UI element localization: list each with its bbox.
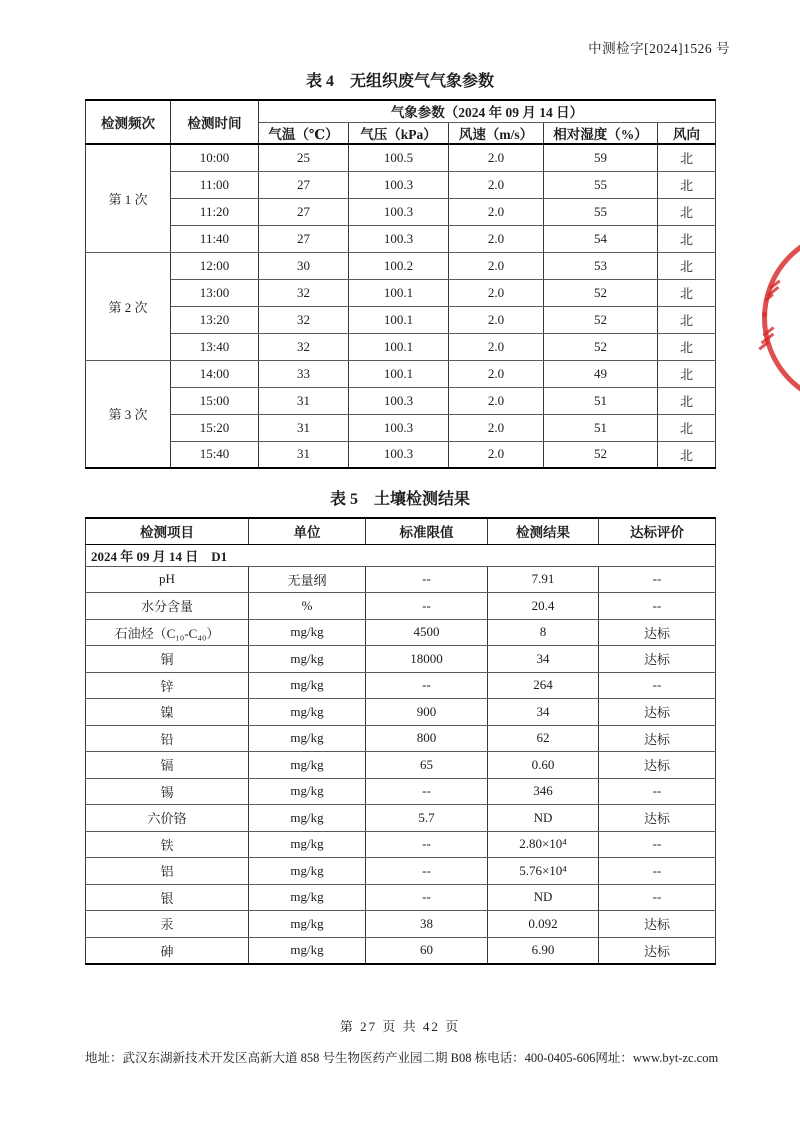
- table4-row: [86, 333, 716, 360]
- table4-cell: 100.3: [349, 171, 449, 198]
- table4-cell: 100.1: [349, 333, 449, 360]
- table4-cell: 北: [658, 414, 716, 441]
- table5-cell: mg/kg: [249, 937, 366, 964]
- table5-row: [86, 566, 716, 593]
- table4-cell: 53: [544, 252, 658, 279]
- table5-row: [86, 937, 716, 964]
- table5-cell: 8: [488, 619, 599, 646]
- table5-cell: 水分含量: [86, 593, 249, 620]
- table4-row: [86, 144, 716, 171]
- table4-cell: 2.0: [449, 225, 544, 252]
- table4-cell: 51: [544, 414, 658, 441]
- table5-cell: mg/kg: [249, 646, 366, 673]
- table5-cell: 5.7: [366, 805, 488, 832]
- table4-cell: 北: [658, 306, 716, 333]
- table5-cell: --: [366, 778, 488, 805]
- table5-cell: 达标: [599, 619, 716, 646]
- table5-cell: mg/kg: [249, 884, 366, 911]
- table5-cell: 6.90: [488, 937, 599, 964]
- table5-cell: 达标: [599, 805, 716, 832]
- table4-cell: 14:00: [171, 360, 259, 387]
- table5-cell: 铁: [86, 831, 249, 858]
- table5-cell: 无量纲: [249, 566, 366, 593]
- table4-cell: 100.2: [349, 252, 449, 279]
- table5-row: [86, 884, 716, 911]
- table4-cell: 100.1: [349, 306, 449, 333]
- table4-row: [86, 279, 716, 306]
- table5-cell: --: [599, 778, 716, 805]
- table5-row: [86, 619, 716, 646]
- table4-cell: 52: [544, 306, 658, 333]
- table4-cell: 北: [658, 279, 716, 306]
- table4-cell: 北: [658, 225, 716, 252]
- table4-cell: 100.1: [349, 360, 449, 387]
- table5-cell: --: [366, 672, 488, 699]
- table5-cell: 达标: [599, 752, 716, 779]
- table5-cell: mg/kg: [249, 778, 366, 805]
- table5-cell: 达标: [599, 646, 716, 673]
- table5-row: [86, 725, 716, 752]
- footer-website: 网址：www.byt-zc.com: [595, 1051, 719, 1065]
- table5-cell: ND: [488, 884, 599, 911]
- table5-cell: 锌: [86, 672, 249, 699]
- table5-cell: 达标: [599, 725, 716, 752]
- table4-cell: 32: [259, 333, 349, 360]
- table5-row: [86, 778, 716, 805]
- table5-cell: 达标: [599, 937, 716, 964]
- table4-cell: 2.0: [449, 360, 544, 387]
- table4-cell: 100.3: [349, 441, 449, 468]
- table4-cell: 31: [259, 441, 349, 468]
- table5-cell: 34: [488, 646, 599, 673]
- table4-cell: 100.3: [349, 225, 449, 252]
- table4-cell: 100.3: [349, 414, 449, 441]
- footer-address: 地址：武汉东湖新技术开发区高新大道 858 号生物医药产业园二期 B08 栋: [85, 1051, 488, 1065]
- table4-cell: 30: [259, 252, 349, 279]
- table4-cell: 11:40: [171, 225, 259, 252]
- table4-group-label: 第 2 次: [86, 252, 171, 360]
- table5-cell: 铜: [86, 646, 249, 673]
- table4-cell: 2.0: [449, 441, 544, 468]
- table5-cell: --: [599, 884, 716, 911]
- table5-header-result: 检测结果: [488, 518, 599, 544]
- table4-row: [86, 387, 716, 414]
- table4-cell: 北: [658, 333, 716, 360]
- table5-cell: --: [366, 831, 488, 858]
- table5-row: [86, 699, 716, 726]
- table4-cell: 2.0: [449, 414, 544, 441]
- table5-cell: 800: [366, 725, 488, 752]
- table5-cell: 六价铬: [86, 805, 249, 832]
- table4-cell: 31: [259, 414, 349, 441]
- table5-cell: 62: [488, 725, 599, 752]
- table4-cell: 2.0: [449, 333, 544, 360]
- table4-group-label: 第 3 次: [86, 360, 171, 468]
- table4-cell: 2.0: [449, 306, 544, 333]
- table5-soil-results: [85, 517, 716, 965]
- table5-cell: 264: [488, 672, 599, 699]
- table5-cell: mg/kg: [249, 672, 366, 699]
- table5-row: [86, 805, 716, 832]
- table4-cell: 11:00: [171, 171, 259, 198]
- table5-row: [86, 672, 716, 699]
- table5-header-unit: 单位: [249, 518, 366, 544]
- table5-cell: mg/kg: [249, 858, 366, 885]
- table5-cell: --: [366, 566, 488, 593]
- table4-row: [86, 360, 716, 387]
- table4-cell: 15:40: [171, 441, 259, 468]
- table4-meteorological-parameters: [85, 99, 716, 469]
- table4-cell: 2.0: [449, 279, 544, 306]
- table4-cell: 52: [544, 279, 658, 306]
- table5-cell: 达标: [599, 699, 716, 726]
- table5-cell: --: [599, 672, 716, 699]
- table4-cell: 13:20: [171, 306, 259, 333]
- table4-cell: 51: [544, 387, 658, 414]
- table5-cell: --: [599, 593, 716, 620]
- table4-cell: 2.0: [449, 171, 544, 198]
- table4-row: [86, 306, 716, 333]
- table4-cell: 10:00: [171, 144, 259, 171]
- table4-header-winddirection: 风向: [658, 122, 716, 144]
- table4-cell: 2.0: [449, 252, 544, 279]
- table5-row: [86, 858, 716, 885]
- table4-cell: 北: [658, 360, 716, 387]
- table5-cell: 铝: [86, 858, 249, 885]
- table5-row: [86, 646, 716, 673]
- table4-cell: 15:00: [171, 387, 259, 414]
- table4-cell: 13:40: [171, 333, 259, 360]
- table5-header-evaluation: 达标评价: [599, 518, 716, 544]
- table4-cell: 2.0: [449, 198, 544, 225]
- table4-group-label: 第 1 次: [86, 144, 171, 252]
- table4-cell: 北: [658, 171, 716, 198]
- seal-mark: [762, 312, 767, 317]
- table5-cell: 砷: [86, 937, 249, 964]
- table5-header-item: 检测项目: [86, 518, 249, 544]
- table4-cell: 59: [544, 144, 658, 171]
- table4-cell: 32: [259, 279, 349, 306]
- table5-row: [86, 831, 716, 858]
- table4-cell: 33: [259, 360, 349, 387]
- table5-cell: mg/kg: [249, 831, 366, 858]
- page-number: 第 27 页 共 42 页: [339, 1019, 461, 1034]
- table4-cell: 52: [544, 441, 658, 468]
- table5-cell: --: [366, 884, 488, 911]
- table4-row: [86, 198, 716, 225]
- table4-header-humidity: 相对湿度（%）: [544, 122, 658, 144]
- table5-cell: mg/kg: [249, 752, 366, 779]
- table4-cell: 北: [658, 387, 716, 414]
- table4-cell: 27: [259, 198, 349, 225]
- table4-cell: 2.0: [449, 387, 544, 414]
- table5-cell: %: [249, 593, 366, 620]
- table4-cell: 11:20: [171, 198, 259, 225]
- table5-cell: 18000: [366, 646, 488, 673]
- sample-date-label: 2024 年 09 月 14 日 D1: [86, 544, 716, 566]
- table5-cell: mg/kg: [249, 911, 366, 938]
- table5-cell: --: [366, 593, 488, 620]
- table4-cell: 55: [544, 171, 658, 198]
- table5-cell: --: [599, 858, 716, 885]
- table5-cell: 铅: [86, 725, 249, 752]
- table5-cell: mg/kg: [249, 619, 366, 646]
- footer-phone: 电话：400-0405-606: [487, 1051, 596, 1065]
- table4-header-temperature: 气温（℃）: [259, 122, 349, 144]
- table4-header-windspeed: 风速（m/s）: [449, 122, 544, 144]
- table5-cell: 银: [86, 884, 249, 911]
- table4-header-frequency: 检测频次: [86, 100, 171, 144]
- table4-cell: 55: [544, 198, 658, 225]
- table4-row: [86, 252, 716, 279]
- table4-cell: 49: [544, 360, 658, 387]
- table5-cell: 镉: [86, 752, 249, 779]
- table4-cell: 27: [259, 225, 349, 252]
- table5-cell: 石油烃（C₁₀-C₄₀）: [86, 619, 249, 646]
- table4-cell: 100.5: [349, 144, 449, 171]
- table5-cell: 65: [366, 752, 488, 779]
- table4-cell: 52: [544, 333, 658, 360]
- table5-cell: 2.80×10⁴: [488, 831, 599, 858]
- table4-row: [86, 225, 716, 252]
- table4-cell: 15:20: [171, 414, 259, 441]
- table5-cell: ND: [488, 805, 599, 832]
- table5-row: [86, 752, 716, 779]
- table4-cell: 13:00: [171, 279, 259, 306]
- table5-cell: mg/kg: [249, 725, 366, 752]
- table4-cell: 北: [658, 252, 716, 279]
- table4-header-time: 检测时间: [171, 100, 259, 144]
- table4-cell: 31: [259, 387, 349, 414]
- table5-cell: 346: [488, 778, 599, 805]
- table4-cell: 100.3: [349, 387, 449, 414]
- table5-cell: 20.4: [488, 593, 599, 620]
- doc-number: 中测检字[2024]1526 号: [588, 41, 730, 56]
- table4-cell: 32: [259, 306, 349, 333]
- table5-cell: pH: [86, 566, 249, 593]
- table4-title: 表 4 无组织废气气象参数: [305, 73, 494, 90]
- table5-title: 表 5 土壤检测结果: [329, 491, 470, 508]
- table4-cell: 27: [259, 171, 349, 198]
- table5-cell: 汞: [86, 911, 249, 938]
- table4-cell: 54: [544, 225, 658, 252]
- table5-header-limit: 标准限值: [366, 518, 488, 544]
- table4-cell: 北: [658, 198, 716, 225]
- table5-cell: 0.092: [488, 911, 599, 938]
- table4-cell: 北: [658, 144, 716, 171]
- table5-cell: --: [599, 831, 716, 858]
- table4-cell: 12:00: [171, 252, 259, 279]
- table5-cell: --: [366, 858, 488, 885]
- table5-cell: 达标: [599, 911, 716, 938]
- table4-row: [86, 414, 716, 441]
- table4-cell: 100.3: [349, 198, 449, 225]
- table5-cell: 900: [366, 699, 488, 726]
- table4-cell: 25: [259, 144, 349, 171]
- table5-cell: 镍: [86, 699, 249, 726]
- table5-cell: 0.60: [488, 752, 599, 779]
- table4-cell: 2.0: [449, 144, 544, 171]
- table5-cell: 38: [366, 911, 488, 938]
- table5-cell: 5.76×10⁴: [488, 858, 599, 885]
- red-seal-fragment: [762, 228, 800, 408]
- table4-cell: 北: [658, 441, 716, 468]
- table5-cell: 60: [366, 937, 488, 964]
- table5-cell: 锡: [86, 778, 249, 805]
- table4-header-pressure: 气压（kPa）: [349, 122, 449, 144]
- table5-cell: 7.91: [488, 566, 599, 593]
- footer: [85, 1048, 717, 1066]
- table5-row: [86, 911, 716, 938]
- table4-header-group: 气象参数（2024 年 09 月 14 日）: [259, 100, 716, 122]
- table5-section-row: [86, 544, 716, 566]
- table5-cell: 4500: [366, 619, 488, 646]
- table4-row: [86, 171, 716, 198]
- table4-row: [86, 441, 716, 468]
- table5-cell: --: [599, 566, 716, 593]
- table5-cell: 34: [488, 699, 599, 726]
- table5-cell: mg/kg: [249, 699, 366, 726]
- table5-row: [86, 593, 716, 620]
- table4-cell: 100.1: [349, 279, 449, 306]
- table5-cell: mg/kg: [249, 805, 366, 832]
